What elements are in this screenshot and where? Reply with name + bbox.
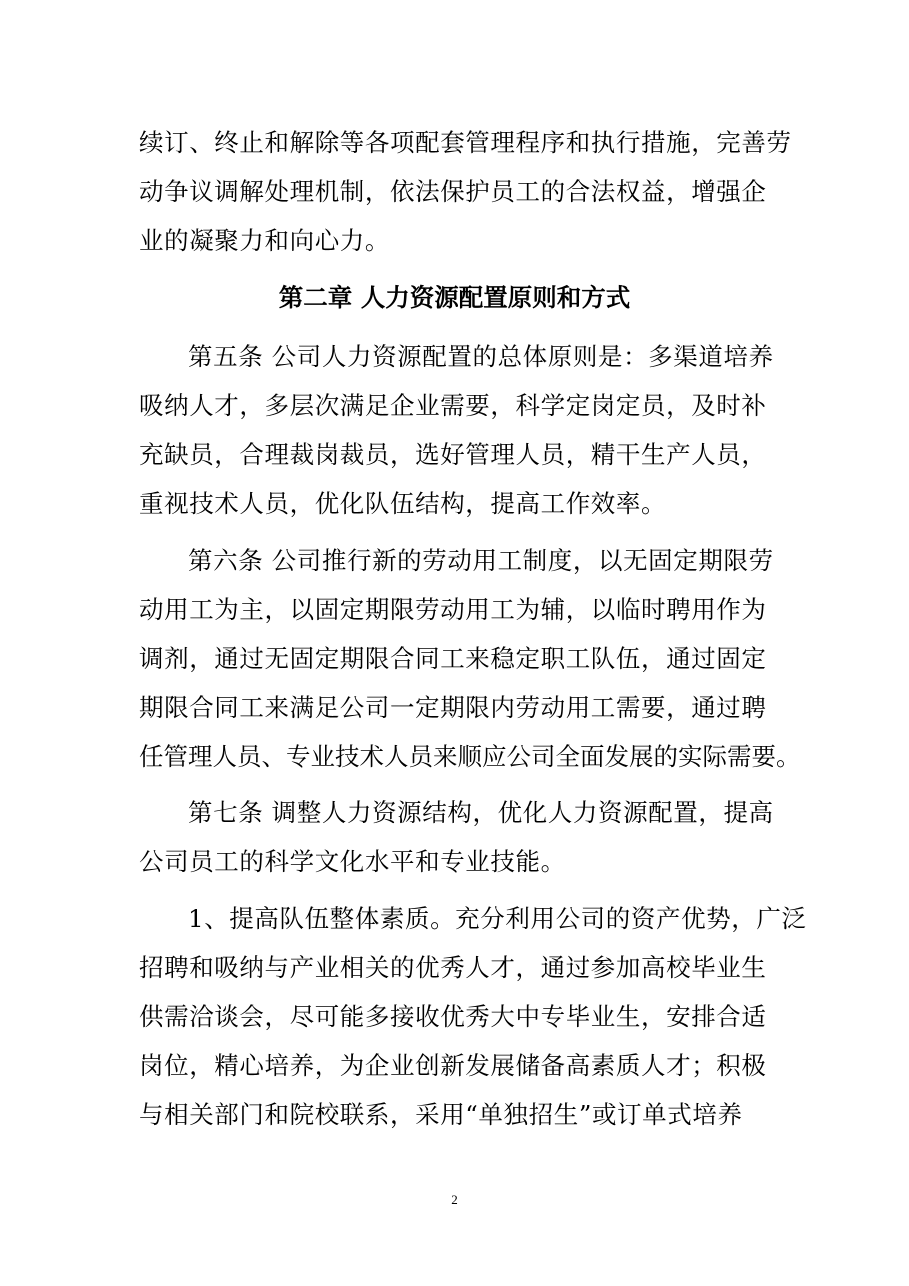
article-5-line: 充缺员，合理裁岗裁员，选好管理人员，精干生产人员， [139, 440, 767, 469]
article-7-line: 第七条 调整人力资源结构，优化人力资源配置，提高 [188, 798, 774, 827]
article-7-line: 公司员工的科学文化水平和专业技能。 [139, 847, 566, 876]
item-1-line: 岗位，精心培养，为企业创新发展储备高素质人才；积极 [139, 1051, 767, 1080]
paragraph-line: 业的凝聚力和向心力。 [139, 226, 390, 255]
article-6-line: 动用工为主，以固定期限劳动用工为辅，以临时聘用作为 [139, 595, 767, 624]
article-6-line: 调剂，通过无固定期限合同工来稳定职工队伍，通过固定 [139, 644, 767, 673]
chapter-heading: 第二章 人力资源配置原则和方式 [278, 283, 631, 312]
paragraph-line: 续订、终止和解除等各项配套管理程序和执行措施，完善劳 [139, 128, 792, 157]
item-1-line: 供需洽谈会，尽可能多接收优秀大中专毕业生，安排合适 [139, 1002, 767, 1031]
page-number: 2 [451, 1192, 458, 1207]
item-1-line: 1、提高队伍整体素质。充分利用公司的资产优势，广泛 [188, 904, 807, 933]
article-6-line: 期限合同工来满足公司一定期限内劳动用工需要，通过聘 [139, 693, 767, 722]
article-6-line: 第六条 公司推行新的劳动用工制度，以无固定期限劳 [188, 546, 774, 575]
article-5-line: 重视技术人员，优化队伍结构，提高工作效率。 [139, 489, 667, 518]
article-5-line: 吸纳人才，多层次满足企业需要，科学定岗定员，及时补 [139, 391, 767, 420]
article-6-line: 任管理人员、专业技术人员来顺应公司全面发展的实际需要。 [139, 742, 801, 771]
paragraph-line: 动争议调解处理机制，依法保护员工的合法权益，增强企 [139, 177, 767, 206]
item-1-line: 与相关部门和院校联系，采用“单独招生”或订单式培养 [139, 1100, 743, 1129]
item-1-line: 招聘和吸纳与产业相关的优秀人才，通过参加高校毕业生 [139, 953, 767, 982]
article-5-line: 第五条 公司人力资源配置的总体原则是：多渠道培养 [188, 342, 774, 371]
